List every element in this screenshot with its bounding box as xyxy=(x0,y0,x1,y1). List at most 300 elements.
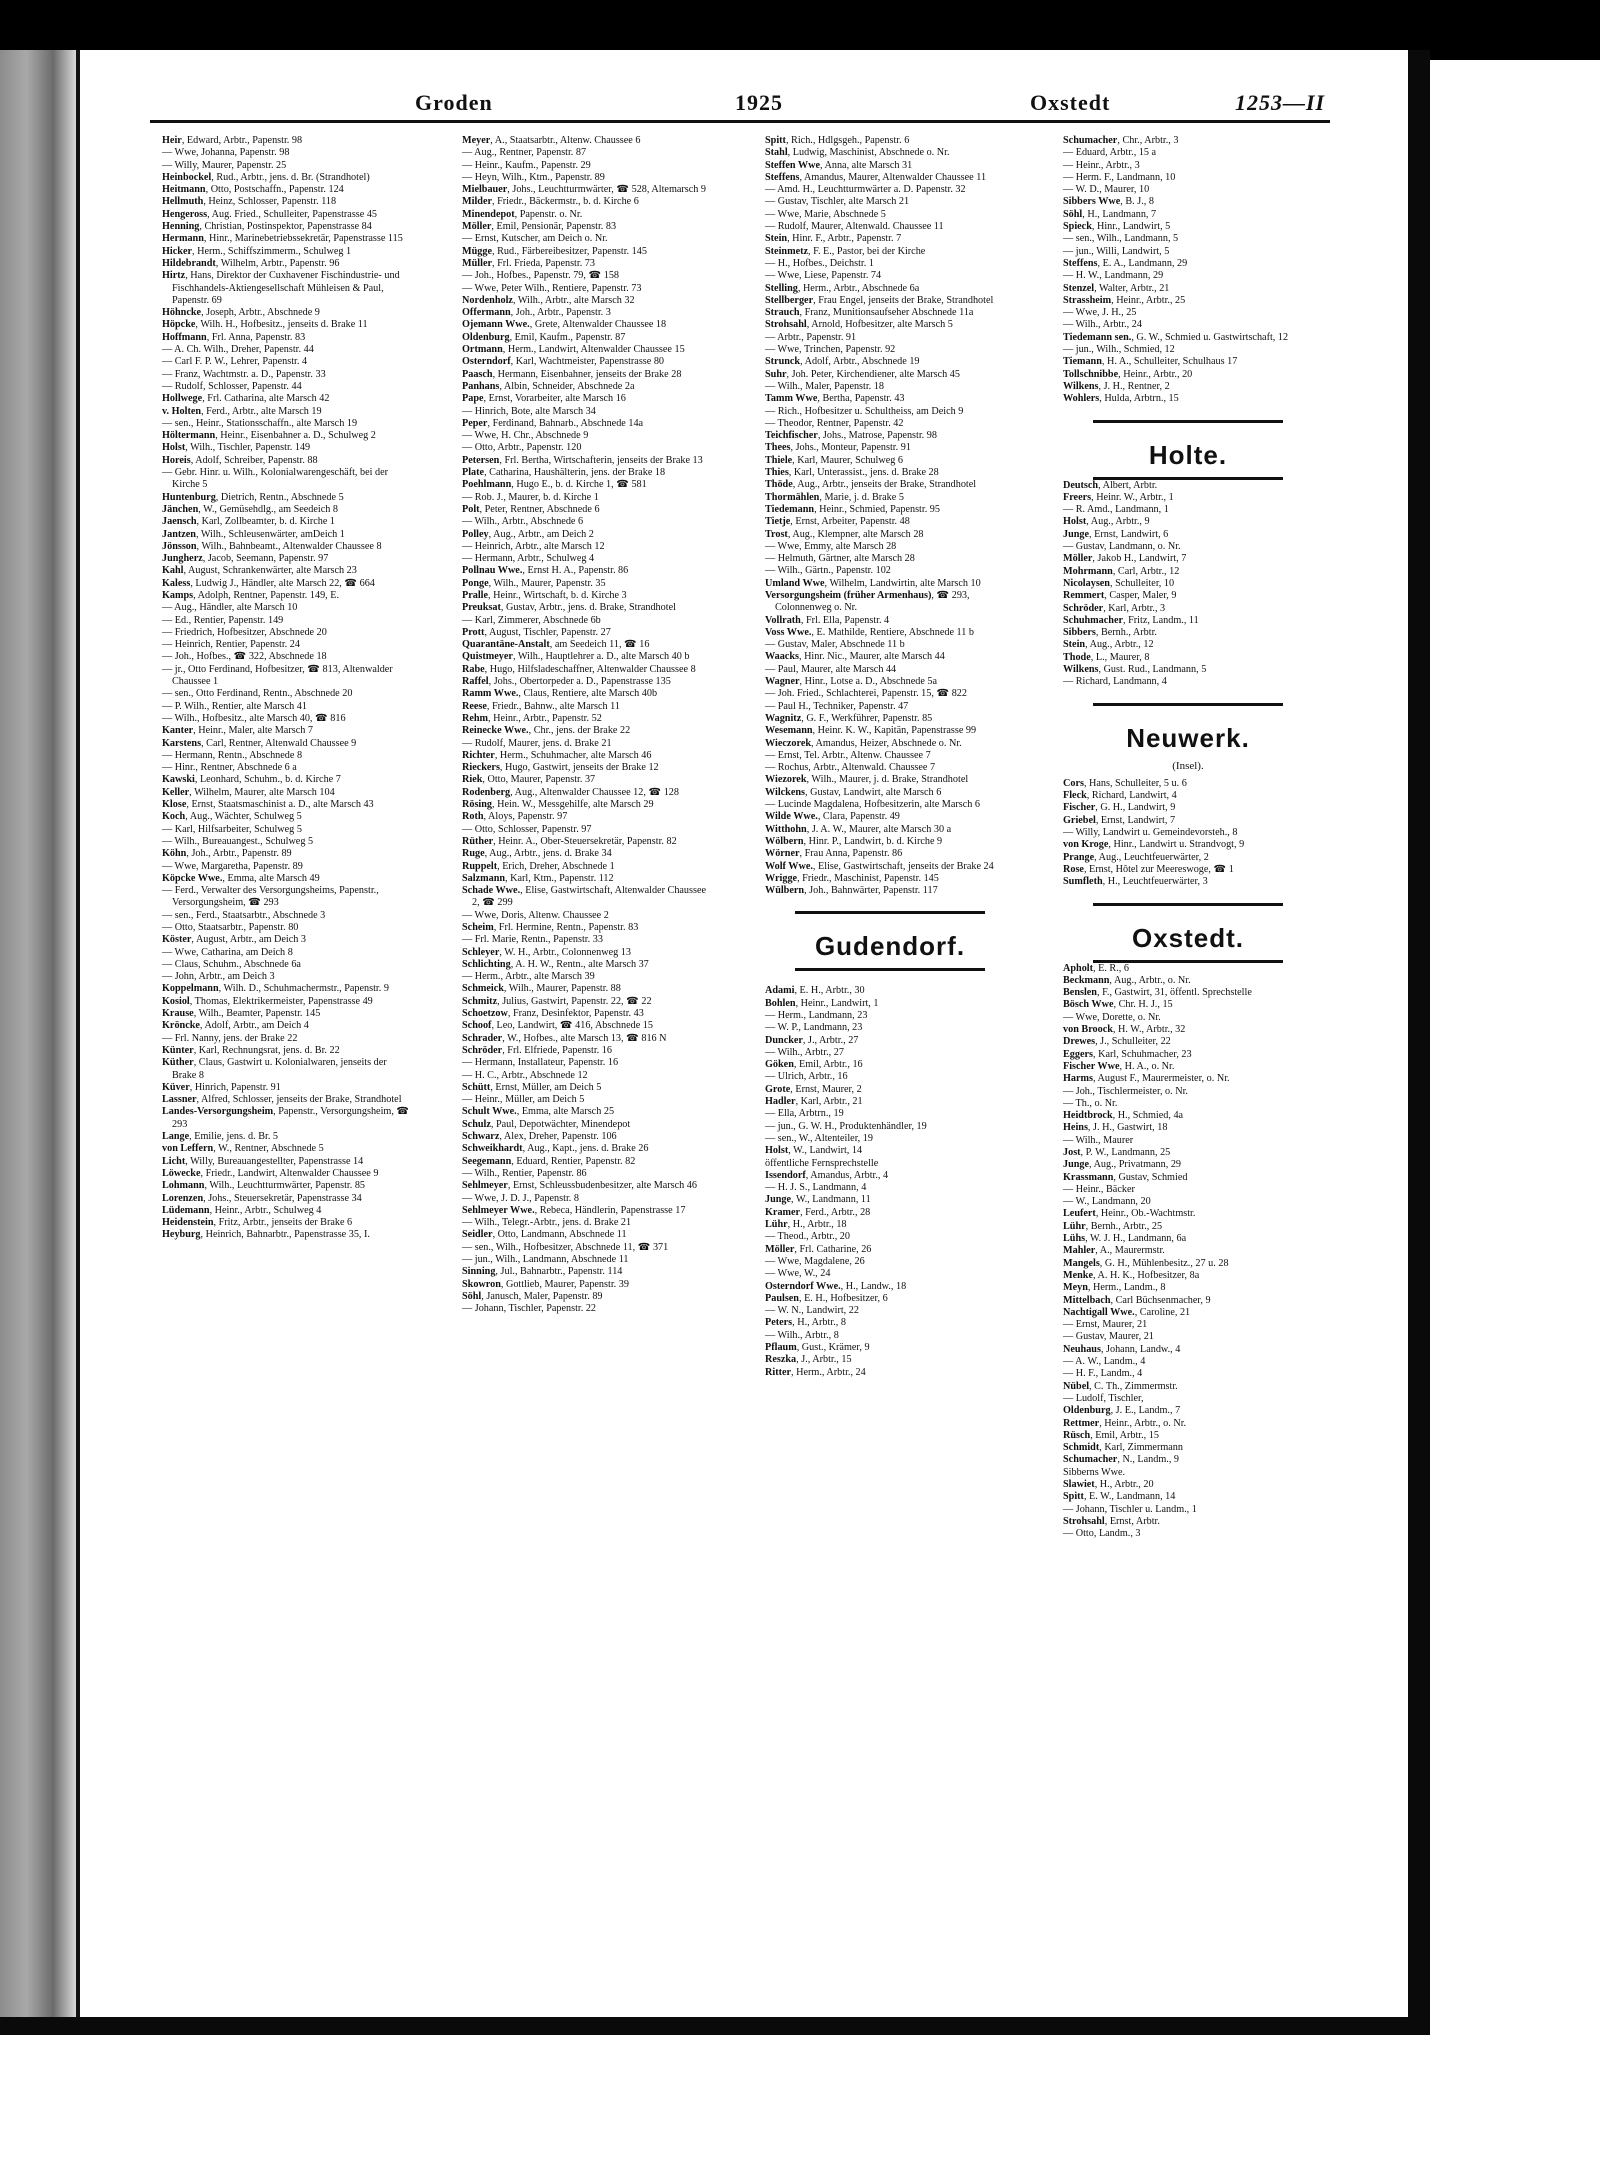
directory-entry: — Rochus, Arbtr., Altenwald. Chaussee 7 xyxy=(765,762,936,774)
directory-entry: Heyburg, Heinrich, Bahnarbtr., Papenstrasse 35, I. xyxy=(162,1229,370,1241)
entry-surname: Sumfleth xyxy=(1063,876,1103,888)
directory-entry: Schröder, Frl. Elfriede, Papenstr. 16 xyxy=(462,1044,612,1056)
directory-entry: — Ulrich, Arbtr., 16 xyxy=(765,1071,848,1083)
spine-edge xyxy=(76,50,80,2017)
directory-entry: Horeis, Adolf, Schreiber, Papenstr. 88 xyxy=(162,454,318,466)
directory-entry: Strassheim, Heinr., Arbtr., 25 xyxy=(1063,294,1186,306)
spacer xyxy=(1063,406,1313,420)
entry-surname: Spieck xyxy=(1063,221,1092,233)
directory-entry: — Wwe, Magdalene, 26 xyxy=(765,1255,865,1267)
directory-entry: — Helmuth, Gärtner, alte Marsch 28 xyxy=(765,553,915,565)
directory-entry: Hicker, Herm., Schiffszimmerm., Schulweg 1 xyxy=(162,245,352,257)
entry-surname: Richter xyxy=(462,749,495,761)
directory-entry: Kawski, Leonhard, Schuhm., b. d. Kirche 7 xyxy=(162,774,341,786)
entry-surname: Hicker xyxy=(162,245,192,257)
entry-surname: Eggers xyxy=(1063,1048,1093,1060)
directory-entry: — Wilh., Arbtr., 27 xyxy=(765,1046,844,1058)
entry-surname: Slawiet xyxy=(1063,1479,1095,1491)
directory-entry: Schumacher, Chr., Arbtr., 3 xyxy=(1063,135,1179,146)
list-gudendorf-continued xyxy=(1063,135,1313,406)
directory-entry: — A. Ch. Wilh., Dreher, Papenstr. 44 xyxy=(162,344,314,356)
directory-entry: — W. P., Landmann, 23 xyxy=(765,1022,863,1034)
directory-entry: Stein, Hinr. F., Arbtr., Papenstr. 7 xyxy=(765,233,902,245)
header-right: Oxstedt xyxy=(1030,90,1111,115)
entry-surname: Ruppelt xyxy=(462,860,498,872)
entry-surname: Strunck xyxy=(765,356,801,368)
entry-surname: Thiele xyxy=(765,454,793,466)
entry-surname: Wesemann xyxy=(765,725,813,737)
entry-surname: Hengeross xyxy=(162,208,208,220)
directory-entry: Peper, Ferdinand, Bahnarb., Abschnede 14a xyxy=(462,417,644,429)
entry-surname: Wieczorek xyxy=(765,737,812,749)
directory-entry: Wolf Wwe., Elise, Gastwirtschaft, jenseits der Brake 24 xyxy=(765,860,994,872)
directory-entry: — Karl, Zimmerer, Abschnede 6b xyxy=(462,614,601,626)
directory-entry: Holst, W., Landwirt, 14 xyxy=(765,1145,863,1157)
entry-surname: Heinbockel xyxy=(162,171,212,183)
list-oxstedt xyxy=(1063,963,1313,1541)
directory-entry: — Joh., Hofbes., ☎ 322, Abschnede 18 xyxy=(162,651,327,663)
entry-surname: Söhl xyxy=(462,1290,482,1302)
entry-surname: Strassheim xyxy=(1063,294,1112,306)
entry-surname: Thöde xyxy=(765,479,793,491)
entry-surname: Rüsch xyxy=(1063,1429,1091,1441)
entry-surname: Leufert xyxy=(1063,1208,1096,1220)
directory-entry: — Hinr., Rentner, Abschnede 6 a xyxy=(162,762,297,774)
directory-entry: Jungherz, Jacob, Seemann, Papenstr. 97 xyxy=(162,553,329,565)
directory-entry: — Wilh., Arbtr., 24 xyxy=(1063,319,1142,331)
entry-surname: Jaensch xyxy=(162,516,197,528)
spacer xyxy=(1063,889,1313,903)
directory-entry: Grote, Ernst, Maurer, 2 xyxy=(765,1083,862,1095)
entry-surname: Thormählen xyxy=(765,491,820,503)
entry-surname: Prange xyxy=(1063,851,1095,863)
directory-entry: Küther, Claus, Gastwirt u. Kolonialwaren, jenseits der Brake 8 xyxy=(162,1057,387,1081)
directory-entry: Schlichting, A. H. W., Rentn., alte Marsch 37 xyxy=(462,958,649,970)
spacer xyxy=(765,971,1015,985)
directory-entry: Heinbockel, Rud., Arbtr., jens. d. Br. (Strandhotel) xyxy=(162,171,370,183)
directory-entry: Schuhmacher, Fritz, Landm., 11 xyxy=(1063,614,1199,626)
directory-entry: Wrigge, Friedr., Maschinist, Papenstr. 145 xyxy=(765,872,939,884)
entry-surname: Krause xyxy=(162,1008,194,1020)
directory-entry: Wiezorek, Wilh., Maurer, j. d. Brake, Strandhotel xyxy=(765,774,969,786)
directory-entry: — sen., W., Altenteiler, 19 xyxy=(765,1132,873,1144)
entry-surname: Bösch Wwe xyxy=(1063,999,1114,1011)
directory-entry: Heidtbrock, H., Schmied, 4a xyxy=(1063,1110,1184,1122)
entry-surname: Möller xyxy=(765,1243,795,1255)
directory-entry: — Gustav, Tischler, alte Marsch 21 xyxy=(765,196,910,208)
entry-surname: Mügge xyxy=(462,245,492,257)
directory-entry: — Heinr., Kaufm., Papenstr. 29 xyxy=(462,159,591,171)
directory-entry: Minendepot, Papenstr. o. Nr. xyxy=(462,208,583,220)
directory-entry: Steinmetz, F. E., Pastor, bei der Kirche xyxy=(765,245,926,257)
entry-surname: Lüdemann xyxy=(162,1204,210,1216)
directory-entry: Seegemann, Eduard, Rentier, Papenstr. 82 xyxy=(462,1155,636,1167)
list-neuwerk xyxy=(1063,778,1313,889)
directory-entry: Meyer, A., Staatsarbtr., Altenw. Chaussee 6 xyxy=(462,135,641,146)
directory-entry: Rodenberg, Aug., Altenwalder Chaussee 12, ☎ 128 xyxy=(462,786,679,798)
directory-entry: Versorgungsheim (früher Armenhaus), ☎ 293, Colonnenweg o. Nr. xyxy=(765,589,970,614)
directory-entry: Spieck, Hinr., Landwirt, 5 xyxy=(1063,221,1171,233)
entry-surname: Schmitz xyxy=(462,995,498,1007)
list-groden-continued xyxy=(765,135,1015,897)
directory-entry: Paasch, Hermann, Eisenbahner, jenseits der Brake 28 xyxy=(462,368,682,380)
directory-entry: — H. W., Landmann, 29 xyxy=(1063,270,1164,282)
entry-surname: Harms xyxy=(1063,1073,1093,1085)
directory-entry: Wilkens, J. H., Rentner, 2 xyxy=(1063,380,1170,392)
entry-surname: Kawski xyxy=(162,774,195,786)
directory-entry: Karstens, Carl, Rentner, Altenwald Chaussee 9 xyxy=(162,737,357,749)
directory-entry: — Theod., Arbtr., 20 xyxy=(765,1231,850,1243)
directory-entry: Polley, Aug., Arbtr., am Deich 2 xyxy=(462,528,594,540)
directory-entry: Pflaum, Gust., Krämer, 9 xyxy=(765,1342,870,1354)
section-rule-top xyxy=(1093,420,1283,423)
directory-entry: Thees, Johs., Monteur, Papenstr. 91 xyxy=(765,442,911,454)
directory-entry: Tiemann, H. A., Schulleiter, Schulhaus 17 xyxy=(1063,356,1238,368)
entry-surname: Minendepot xyxy=(462,208,515,220)
section-title-gudendorf: Gudendorf. xyxy=(814,931,966,962)
entry-surname: Osterndorf xyxy=(462,356,511,368)
entry-surname: Hermann xyxy=(162,233,204,245)
entry-surname: Wilde Wwe. xyxy=(765,811,818,823)
directory-entry: — A. W., Landm., 4 xyxy=(1063,1356,1146,1368)
directory-entry: Klose, Ernst, Staatsmaschinist a. D., alte Marsch 43 xyxy=(162,799,374,811)
header-left: Groden xyxy=(415,90,493,115)
directory-entry: Raffel, Johs., Obertorpeder a. D., Papenstrasse 135 xyxy=(462,676,671,688)
directory-entry: Lorenzen, Johs., Steuersekretär, Papenstrasse 34 xyxy=(162,1192,362,1204)
directory-entry: Strauch, Franz, Munitionsaufseher Abschnede 11a xyxy=(765,307,974,319)
entry-surname: Rösing xyxy=(462,799,493,811)
entry-surname: Lassner xyxy=(162,1094,197,1106)
entry-surname: Holst xyxy=(162,442,186,454)
directory-entry: Polt, Peter, Rentner, Abschnede 6 xyxy=(462,503,600,515)
directory-entry: Freers, Heinr. W., Arbtr., 1 xyxy=(1063,491,1174,503)
entry-surname: Ramm Wwe. xyxy=(462,688,519,700)
directory-entry: — Herm., Arbtr., alte Marsch 39 xyxy=(462,971,595,983)
entry-surname: Rose xyxy=(1063,863,1084,875)
directory-entry: Ortmann, Herm., Landwirt, Altenwalder Chaussee 15 xyxy=(462,344,685,356)
directory-entry: Künter, Karl, Rechnungsrat, jens. d. Br. 22 xyxy=(162,1044,340,1056)
directory-entry: Tietje, Ernst, Arbeiter, Papenstr. 48 xyxy=(765,516,910,528)
directory-entry: Rösing, Hein. W., Messgehilfe, alte Marsch 29 xyxy=(462,799,654,811)
entry-surname: Steffens xyxy=(765,171,800,183)
entry-surname: von Broock xyxy=(1063,1024,1113,1036)
section-rule-top xyxy=(1093,903,1283,906)
directory-entry: — Rudolf, Schlosser, Papenstr. 44 xyxy=(162,380,302,392)
column-4 xyxy=(1063,135,1313,1541)
entry-surname: Reszka xyxy=(765,1354,797,1366)
directory-entry: — Richard, Landmann, 4 xyxy=(1063,676,1167,688)
entry-surname: Reese xyxy=(462,700,487,712)
entry-surname: Peper xyxy=(462,417,488,429)
directory-entry: — Gustav, Landmann, o. Nr. xyxy=(1063,541,1181,553)
entry-surname: Huntenburg xyxy=(162,491,216,503)
directory-entry: — Gebr. Hinr. u. Wilh., Kolonialwarengeschäft, bei der Kirche 5 xyxy=(162,467,389,491)
entry-surname: Holst xyxy=(1063,516,1087,528)
directory-entry: öffentliche Fernsprechstelle xyxy=(765,1157,879,1169)
entry-surname: Wilckens xyxy=(765,786,806,798)
directory-entry: Kanter, Heinr., Maler, alte Marsch 7 xyxy=(162,725,313,737)
entry-surname: Jönsson xyxy=(162,540,197,552)
entry-surname: Wülbern xyxy=(765,885,805,897)
directory-entry: Stenzel, Walter, Arbtr., 21 xyxy=(1063,282,1170,294)
directory-entry: — Otto, Landm., 3 xyxy=(1063,1528,1141,1540)
directory-entry: Kaless, Ludwig J., Händler, alte Marsch 22, ☎ 664 xyxy=(162,577,375,589)
directory-entry: Stellberger, Frau Engel, jenseits der Brake, Strandhotel xyxy=(765,294,994,306)
directory-entry: Trost, Aug., Klempner, alte Marsch 28 xyxy=(765,528,924,540)
directory-entry: Mahler, A., Maurermstr. xyxy=(1063,1245,1165,1257)
directory-entry: — Otto, Arbtr., Papenstr. 120 xyxy=(462,442,582,454)
entry-surname: Preuksat xyxy=(462,602,501,614)
directory-entry: Vollrath, Frl. Ella, Papenstr. 4 xyxy=(765,614,890,626)
entry-surname: Stein xyxy=(765,233,788,245)
directory-entry: — Wwe, Catharina, am Deich 8 xyxy=(162,946,293,958)
entry-surname: Mangels xyxy=(1063,1257,1100,1269)
entry-surname: Wölbern xyxy=(765,835,804,847)
entry-surname: Schoetzow xyxy=(462,1008,508,1020)
entry-surname: Steffen Wwe xyxy=(765,159,820,171)
directory-entry: Wölbern, Hinr. P., Landwirt, b. d. Kirche 9 xyxy=(765,835,943,847)
entry-surname: Heitmann xyxy=(162,184,206,196)
entry-surname: Schumacher xyxy=(1063,1454,1118,1466)
directory-entry: Lohmann, Wilh., Leuchtturmwärter, Papenstr. 85 xyxy=(162,1180,366,1192)
directory-entry: Heir, Edward, Arbtr., Papenstr. 98 xyxy=(162,135,303,146)
directory-entry: — H. C., Arbtr., Abschnede 12 xyxy=(462,1069,588,1081)
directory-entry: — John, Arbtr., am Deich 3 xyxy=(162,971,275,983)
entry-surname: Quarantäne-Anstalt xyxy=(462,639,550,651)
entry-surname: Heir xyxy=(162,135,182,146)
directory-entry: — Friedrich, Hofbesitzer, Abschnede 20 xyxy=(162,626,327,638)
entry-surname: Lohmann xyxy=(162,1180,205,1192)
directory-entry: Koppelmann, Wilh. D., Schuhmachermstr., Papenstr. 9 xyxy=(162,983,389,995)
directory-entry: Fischer, G. H., Landwirt, 9 xyxy=(1063,802,1176,814)
directory-entry: Göken, Emil, Arbtr., 16 xyxy=(765,1059,863,1071)
entry-surname: Schütt xyxy=(462,1081,491,1093)
entry-surname: Sibbers Wwe xyxy=(1063,196,1121,208)
directory-entry: Deutsch, Albert, Arbtr. xyxy=(1063,479,1158,491)
entry-surname: Hadler xyxy=(765,1096,796,1108)
directory-entry: Rettmer, Heinr., Arbtr., o. Nr. xyxy=(1063,1417,1187,1429)
directory-entry: Nachtigall Wwe., Caroline, 21 xyxy=(1063,1306,1191,1318)
directory-entry: — Wilh., Rentier, Papenstr. 86 xyxy=(462,1167,587,1179)
directory-entry: Junge, Ernst, Landwirt, 6 xyxy=(1063,528,1169,540)
directory-entry: Stelling, Herm., Arbtr., Abschnede 6a xyxy=(765,282,920,294)
entry-surname: Nicolaysen xyxy=(1063,577,1110,589)
directory-entry: Steffens, Amandus, Maurer, Altenwalder Chaussee 11 xyxy=(765,171,987,183)
directory-entry: Kosiol, Thomas, Elektrikermeister, Papenstrasse 49 xyxy=(162,995,373,1007)
directory-entry: Hadler, Karl, Arbtr., 21 xyxy=(765,1096,863,1108)
entry-surname: Licht xyxy=(162,1155,186,1167)
entry-surname: Pflaum xyxy=(765,1342,797,1354)
directory-entry: Ponge, Wilh., Maurer, Papenstr. 35 xyxy=(462,577,606,589)
directory-entry: Köhn, Joh., Arbtr., Papenstr. 89 xyxy=(162,848,292,860)
entry-surname: Scheim xyxy=(462,922,494,933)
directory-entry: — Theodor, Rentner, Papenstr. 42 xyxy=(765,417,904,429)
directory-entry: Reese, Friedr., Bahnw., alte Marsch 11 xyxy=(462,700,620,712)
entry-surname: Fischer Wwe xyxy=(1063,1060,1120,1072)
directory-entry: — Otto, Schlosser, Papenstr. 97 xyxy=(462,823,592,835)
entry-surname: Heyburg xyxy=(162,1229,201,1241)
entry-surname: Hellmuth xyxy=(162,196,204,208)
entry-surname: Polley xyxy=(462,528,489,540)
entry-surname: Issendorf xyxy=(765,1169,806,1181)
directory-entry: Rüther, Heinr. A., Ober-Steuersekretär, Papenstr. 82 xyxy=(462,835,677,847)
entry-surname: Müller xyxy=(462,257,492,269)
directory-entry: Steffen Wwe, Anna, alte Marsch 31 xyxy=(765,159,913,171)
directory-entry: — Willy, Landwirt u. Gemeindevorsteh., 8 xyxy=(1063,827,1238,839)
entry-surname: Junge xyxy=(765,1194,792,1206)
directory-entry: Spitt, Rich., Hdlgsgeh., Papenstr. 6 xyxy=(765,135,910,146)
list-holte xyxy=(1063,480,1313,689)
directory-entry: Offermann, Joh., Arbtr., Papenstr. 3 xyxy=(462,307,611,319)
entry-surname: Rehm xyxy=(462,712,489,724)
entry-surname: Schumacher xyxy=(1063,135,1118,146)
entry-surname: Stahl xyxy=(765,147,788,159)
directory-entry: — sen., Wilh., Hofbesitzer, Abschnede 11, ☎ 371 xyxy=(462,1241,669,1253)
directory-entry: Jönsson, Wilh., Bahnbeamt., Altenwalder Chaussee 8 xyxy=(162,540,382,552)
entry-surname: Mittelbach xyxy=(1063,1294,1111,1306)
entry-surname: Wrigge xyxy=(765,872,798,884)
directory-entry: Keller, Wilhelm, Maurer, alte Marsch 104 xyxy=(162,786,335,798)
entry-surname: Tiedemann sen. xyxy=(1063,331,1132,343)
directory-entry: — Hermann, Rentn., Abschnede 8 xyxy=(162,749,303,761)
directory-entry: Quistmeyer, Wilh., Hauptlehrer a. D., alte Marsch 40 b xyxy=(462,651,690,663)
directory-entry: Rabe, Hugo, Hilfsladeschaffner, Altenwalder Chaussee 8 xyxy=(462,663,696,675)
entry-surname: Reinecke Wwe. xyxy=(462,725,529,737)
entry-surname: Göken xyxy=(765,1059,794,1071)
directory-entry: Schmitz, Julius, Gastwirt, Papenstr. 22, ☎ 22 xyxy=(462,995,652,1007)
directory-entry: Schoof, Leo, Landwirt, ☎ 416, Abschnede 15 xyxy=(462,1020,653,1032)
column-2 xyxy=(462,135,712,1316)
directory-entry: — Franz, Wachtmstr. a. D., Papenstr. 33 xyxy=(162,368,326,380)
directory-entry: — Wilh., Bureauangest., Schulweg 5 xyxy=(162,835,314,847)
directory-entry: — jun., G. W. H., Produktenhändler, 19 xyxy=(765,1120,927,1132)
directory-entry: Mangels, G. H., Mühlenbesitz., 27 u. 28 xyxy=(1063,1257,1229,1269)
directory-entry: — Otto, Staatsarbtr., Papenstr. 80 xyxy=(162,922,299,933)
directory-entry: Quarantäne-Anstalt, am Seedeich 11, ☎ 16 xyxy=(462,639,650,651)
directory-entry: — Ludolf, Tischler, xyxy=(1063,1392,1144,1404)
entry-surname: Stein xyxy=(1063,639,1086,651)
directory-entry: — Aug., Rentner, Papenstr. 87 xyxy=(462,147,587,159)
entry-surname: Petersen xyxy=(462,454,500,466)
directory-entry: Hellmuth, Heinz, Schlosser, Papenstr. 118 xyxy=(162,196,337,208)
directory-entry: Heins, J. H., Gastwirt, 18 xyxy=(1063,1122,1168,1134)
entry-surname: Jantzen xyxy=(162,528,196,540)
directory-entry: Reinecke Wwe., Chr., jens. der Brake 22 xyxy=(462,725,631,737)
directory-entry: Hoffmann, Frl. Anna, Papenstr. 83 xyxy=(162,331,306,343)
directory-entry: — Wwe, Liese, Papenstr. 74 xyxy=(765,270,882,282)
directory-entry: — Heinr., Bäcker xyxy=(1063,1183,1135,1195)
directory-entry: — sen., Heinr., Stationsschaffn., alte Marsch 19 xyxy=(162,417,358,429)
entry-surname: Nordenholz xyxy=(462,294,513,306)
directory-entry: Schmeick, Wilh., Maurer, Papenstr. 88 xyxy=(462,983,621,995)
entry-surname: Stenzel xyxy=(1063,282,1095,294)
directory-entry: Möller, Frl. Catharine, 26 xyxy=(765,1243,872,1255)
entry-surname: Fleck xyxy=(1063,790,1087,802)
directory-entry: — Paul, Maurer, alte Marsch 44 xyxy=(765,663,897,675)
directory-entry: Sehlmeyer Wwe., Rebeca, Händlerin, Papenstrasse 17 xyxy=(462,1204,686,1216)
directory-entry: Lühr, H., Arbtr., 18 xyxy=(765,1219,847,1231)
directory-entry: Umland Wwe, Wilhelm, Landwirtin, alte Marsch 10 xyxy=(765,577,981,589)
directory-entry: Riek, Otto, Maurer, Papenstr. 37 xyxy=(462,774,596,786)
entry-surname: Wolf Wwe. xyxy=(765,860,813,872)
entry-surname: Schrader xyxy=(462,1032,503,1044)
entry-surname: Küver xyxy=(162,1081,190,1093)
entry-surname: Mahler xyxy=(1063,1245,1096,1257)
directory-entry: — Claus, Schuhm., Abschnede 6a xyxy=(162,958,301,970)
directory-entry: Tiedemann, Heinr., Schmied, Papenstr. 95 xyxy=(765,503,940,515)
header-year: 1925 xyxy=(735,90,783,115)
directory-entry: — Wwe, Marie, Abschnede 5 xyxy=(765,208,886,220)
directory-entry: — Wwe, J. D. J., Papenstr. 8 xyxy=(462,1192,579,1204)
directory-entry: — Heinrich, Rentier, Papenstr. 24 xyxy=(162,639,300,651)
directory-entry: — W. D., Maurer, 10 xyxy=(1063,184,1150,196)
directory-entry: Menke, A. H. K., Hofbesitzer, 8a xyxy=(1063,1269,1200,1281)
entry-surname: Waacks xyxy=(765,651,799,663)
directory-entry: Hengeross, Aug. Fried., Schulleiter, Papenstrasse 45 xyxy=(162,208,378,220)
directory-entry: Höltermann, Heinr., Eisenbahner a. D., Schulweg 2 xyxy=(162,430,376,442)
directory-entry: Remmert, Casper, Maler, 9 xyxy=(1063,590,1177,602)
entry-surname: Schmidt xyxy=(1063,1442,1100,1454)
entry-surname: Kamps xyxy=(162,589,194,601)
directory-entry: Huntenburg, Dietrich, Rentn., Abschnede 5 xyxy=(162,491,344,503)
entry-surname: Panhans xyxy=(462,380,500,392)
entry-surname: Milder xyxy=(462,196,492,208)
directory-entry: — Gustav, Maurer, 21 xyxy=(1063,1331,1154,1343)
directory-entry: — Wilh., Arbtr., 8 xyxy=(765,1329,839,1341)
directory-entry: — Wilh., Maurer xyxy=(1063,1134,1134,1146)
entry-surname: Stelling xyxy=(765,282,798,294)
directory-entry: Kamps, Adolph, Rentner, Papenstr. 149, E. xyxy=(162,589,340,601)
directory-entry: Strohsahl, Ernst, Arbtr. xyxy=(1063,1515,1160,1527)
directory-entry: Drewes, J., Schulleiter, 22 xyxy=(1063,1036,1171,1048)
directory-entry: Sinning, Jul., Bahnarbtr., Papenstr. 114 xyxy=(462,1266,623,1278)
directory-entry: Sibbers Wwe, B. J., 8 xyxy=(1063,196,1154,208)
directory-entry: — sen., Ferd., Staatsarbtr., Abschnede 3 xyxy=(162,909,326,921)
directory-entry: — Frl. Nanny, jens. der Brake 22 xyxy=(162,1032,298,1044)
directory-entry: Pralle, Heinr., Wirtschaft, b. d. Kirche 3 xyxy=(462,589,627,601)
entry-surname: Schuhmacher xyxy=(1063,614,1123,626)
directory-entry: — Hermann, Arbtr., Schulweg 4 xyxy=(462,553,595,565)
directory-entry: Schütt, Ernst, Müller, am Deich 5 xyxy=(462,1081,602,1093)
directory-entry: Höhncke, Joseph, Arbtr., Abschnede 9 xyxy=(162,307,320,319)
directory-entry: Neuhaus, Johann, Landw., 4 xyxy=(1063,1343,1181,1355)
directory-entry: Seidler, Otto, Landmann, Abschnede 11 xyxy=(462,1229,627,1241)
entry-surname: Wohlers xyxy=(1063,393,1100,405)
directory-entry: Leufert, Heinr., Ob.-Wachtmstr. xyxy=(1063,1208,1196,1220)
directory-entry: Waacks, Hinr. Nic., Maurer, alte Marsch 44 xyxy=(765,651,945,663)
entry-surname: Spitt xyxy=(765,135,786,146)
entry-surname: Trost xyxy=(765,528,788,540)
entry-surname: Kosiol xyxy=(162,995,190,1007)
entry-surname: Schröder xyxy=(462,1044,503,1056)
entry-surname: Schweikhardt xyxy=(462,1143,523,1155)
entry-surname: Raffel xyxy=(462,676,489,688)
entry-surname: Kröncke xyxy=(162,1020,200,1032)
entry-surname: Landes-Versorgungsheim xyxy=(162,1106,274,1118)
entry-surname: Wilkens xyxy=(1063,663,1099,675)
directory-entry: Eggers, Karl, Schuhmacher, 23 xyxy=(1063,1048,1192,1060)
directory-entry: Sibberns Wwe. xyxy=(1063,1466,1126,1478)
entry-surname: Schoof xyxy=(462,1020,492,1032)
directory-entry: — Wwe, Margaretha, Papenstr. 89 xyxy=(162,860,303,872)
entry-surname: Steinmetz xyxy=(765,245,808,257)
entry-surname: Köster xyxy=(162,934,192,946)
entry-surname: Poehlmann xyxy=(462,479,512,491)
entry-surname: Lühr xyxy=(765,1219,788,1231)
entry-surname: Jost xyxy=(1063,1147,1081,1158)
entry-surname: Kramer xyxy=(765,1206,801,1218)
entry-surname: von Kroge xyxy=(1063,839,1109,851)
